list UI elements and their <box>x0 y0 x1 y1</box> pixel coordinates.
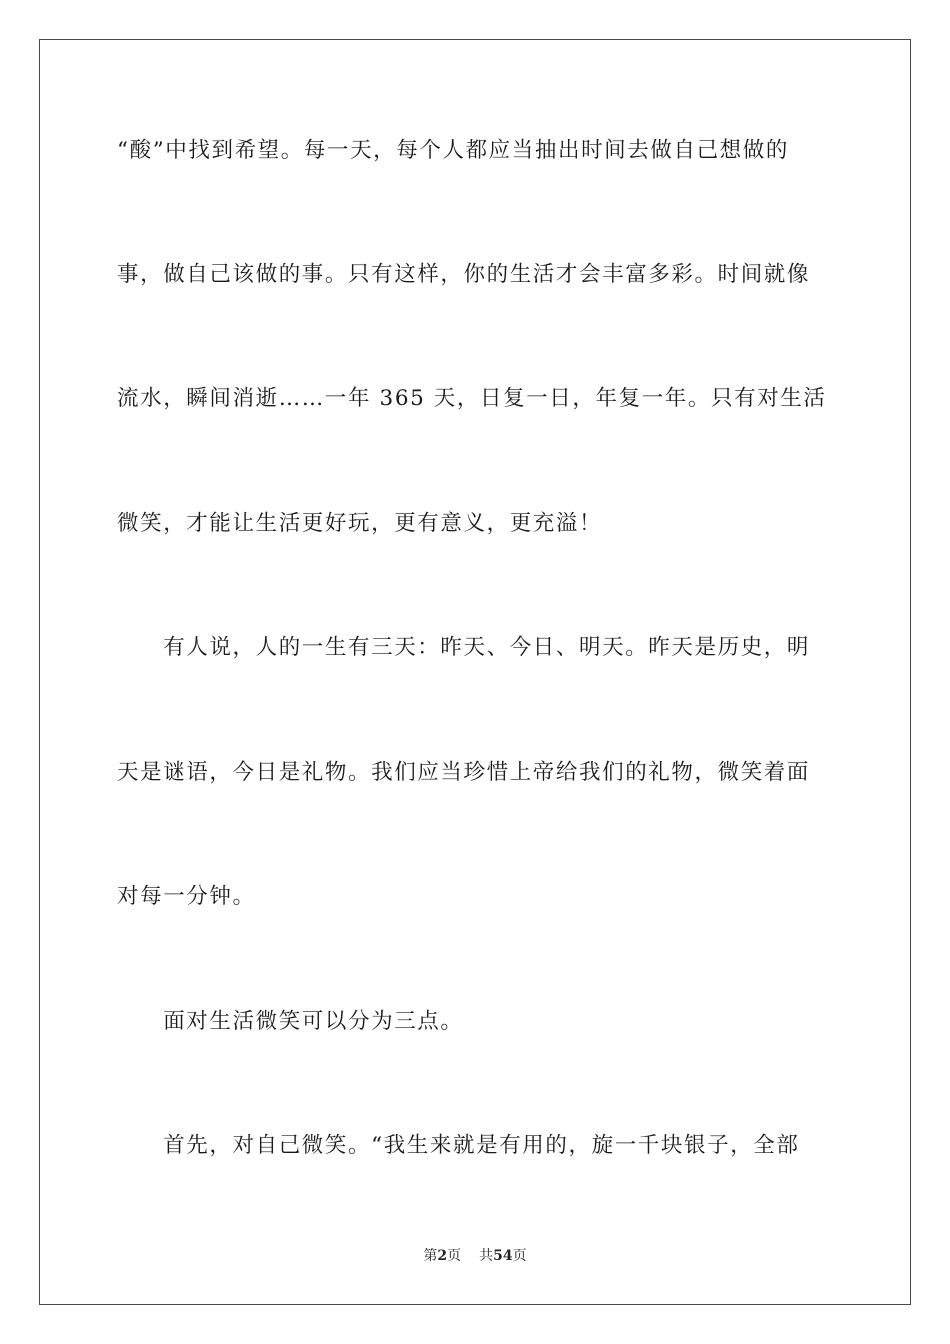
page-suffix: 页 <box>447 1248 462 1264</box>
total-pages: 54 <box>493 1248 513 1264</box>
total-prefix: 共 <box>479 1248 494 1264</box>
body-text-line: “酸”中找到希望。每一天，每个人都应当抽出时间去做自己想做的 <box>117 138 789 163</box>
body-text-line: 微笑，才能让生活更好玩，更有意义，更充溢！ <box>117 511 603 536</box>
body-text-line: 面对生活微笑可以分为三点。 <box>117 1009 464 1034</box>
body-text-line: 有人说，人的一生有三天：昨天、今日、明天。昨天是历史，明 <box>117 635 811 660</box>
page-border <box>39 39 911 1305</box>
body-text-line: 首先，对自己微笑。“我生来就是有用的，旋一千块银子，全部 <box>117 1133 800 1158</box>
body-text-line: 流水，瞬间消逝……一年 365 天，日复一日，年复一年。只有对生活 <box>117 386 827 411</box>
body-text-line: 天是谜语，今日是礼物。我们应当珍惜上帝给我们的礼物，微笑着面 <box>117 760 811 785</box>
body-text-line: 对每一分钟。 <box>117 884 256 909</box>
page-footer <box>0 1246 950 1266</box>
page-prefix: 第 <box>423 1248 438 1264</box>
page-number: 2 <box>437 1248 448 1264</box>
body-text-line: 事，做自己该做的事。只有这样，你的生活才会丰富多彩。时间就像 <box>117 262 811 287</box>
total-suffix: 页 <box>512 1248 527 1264</box>
